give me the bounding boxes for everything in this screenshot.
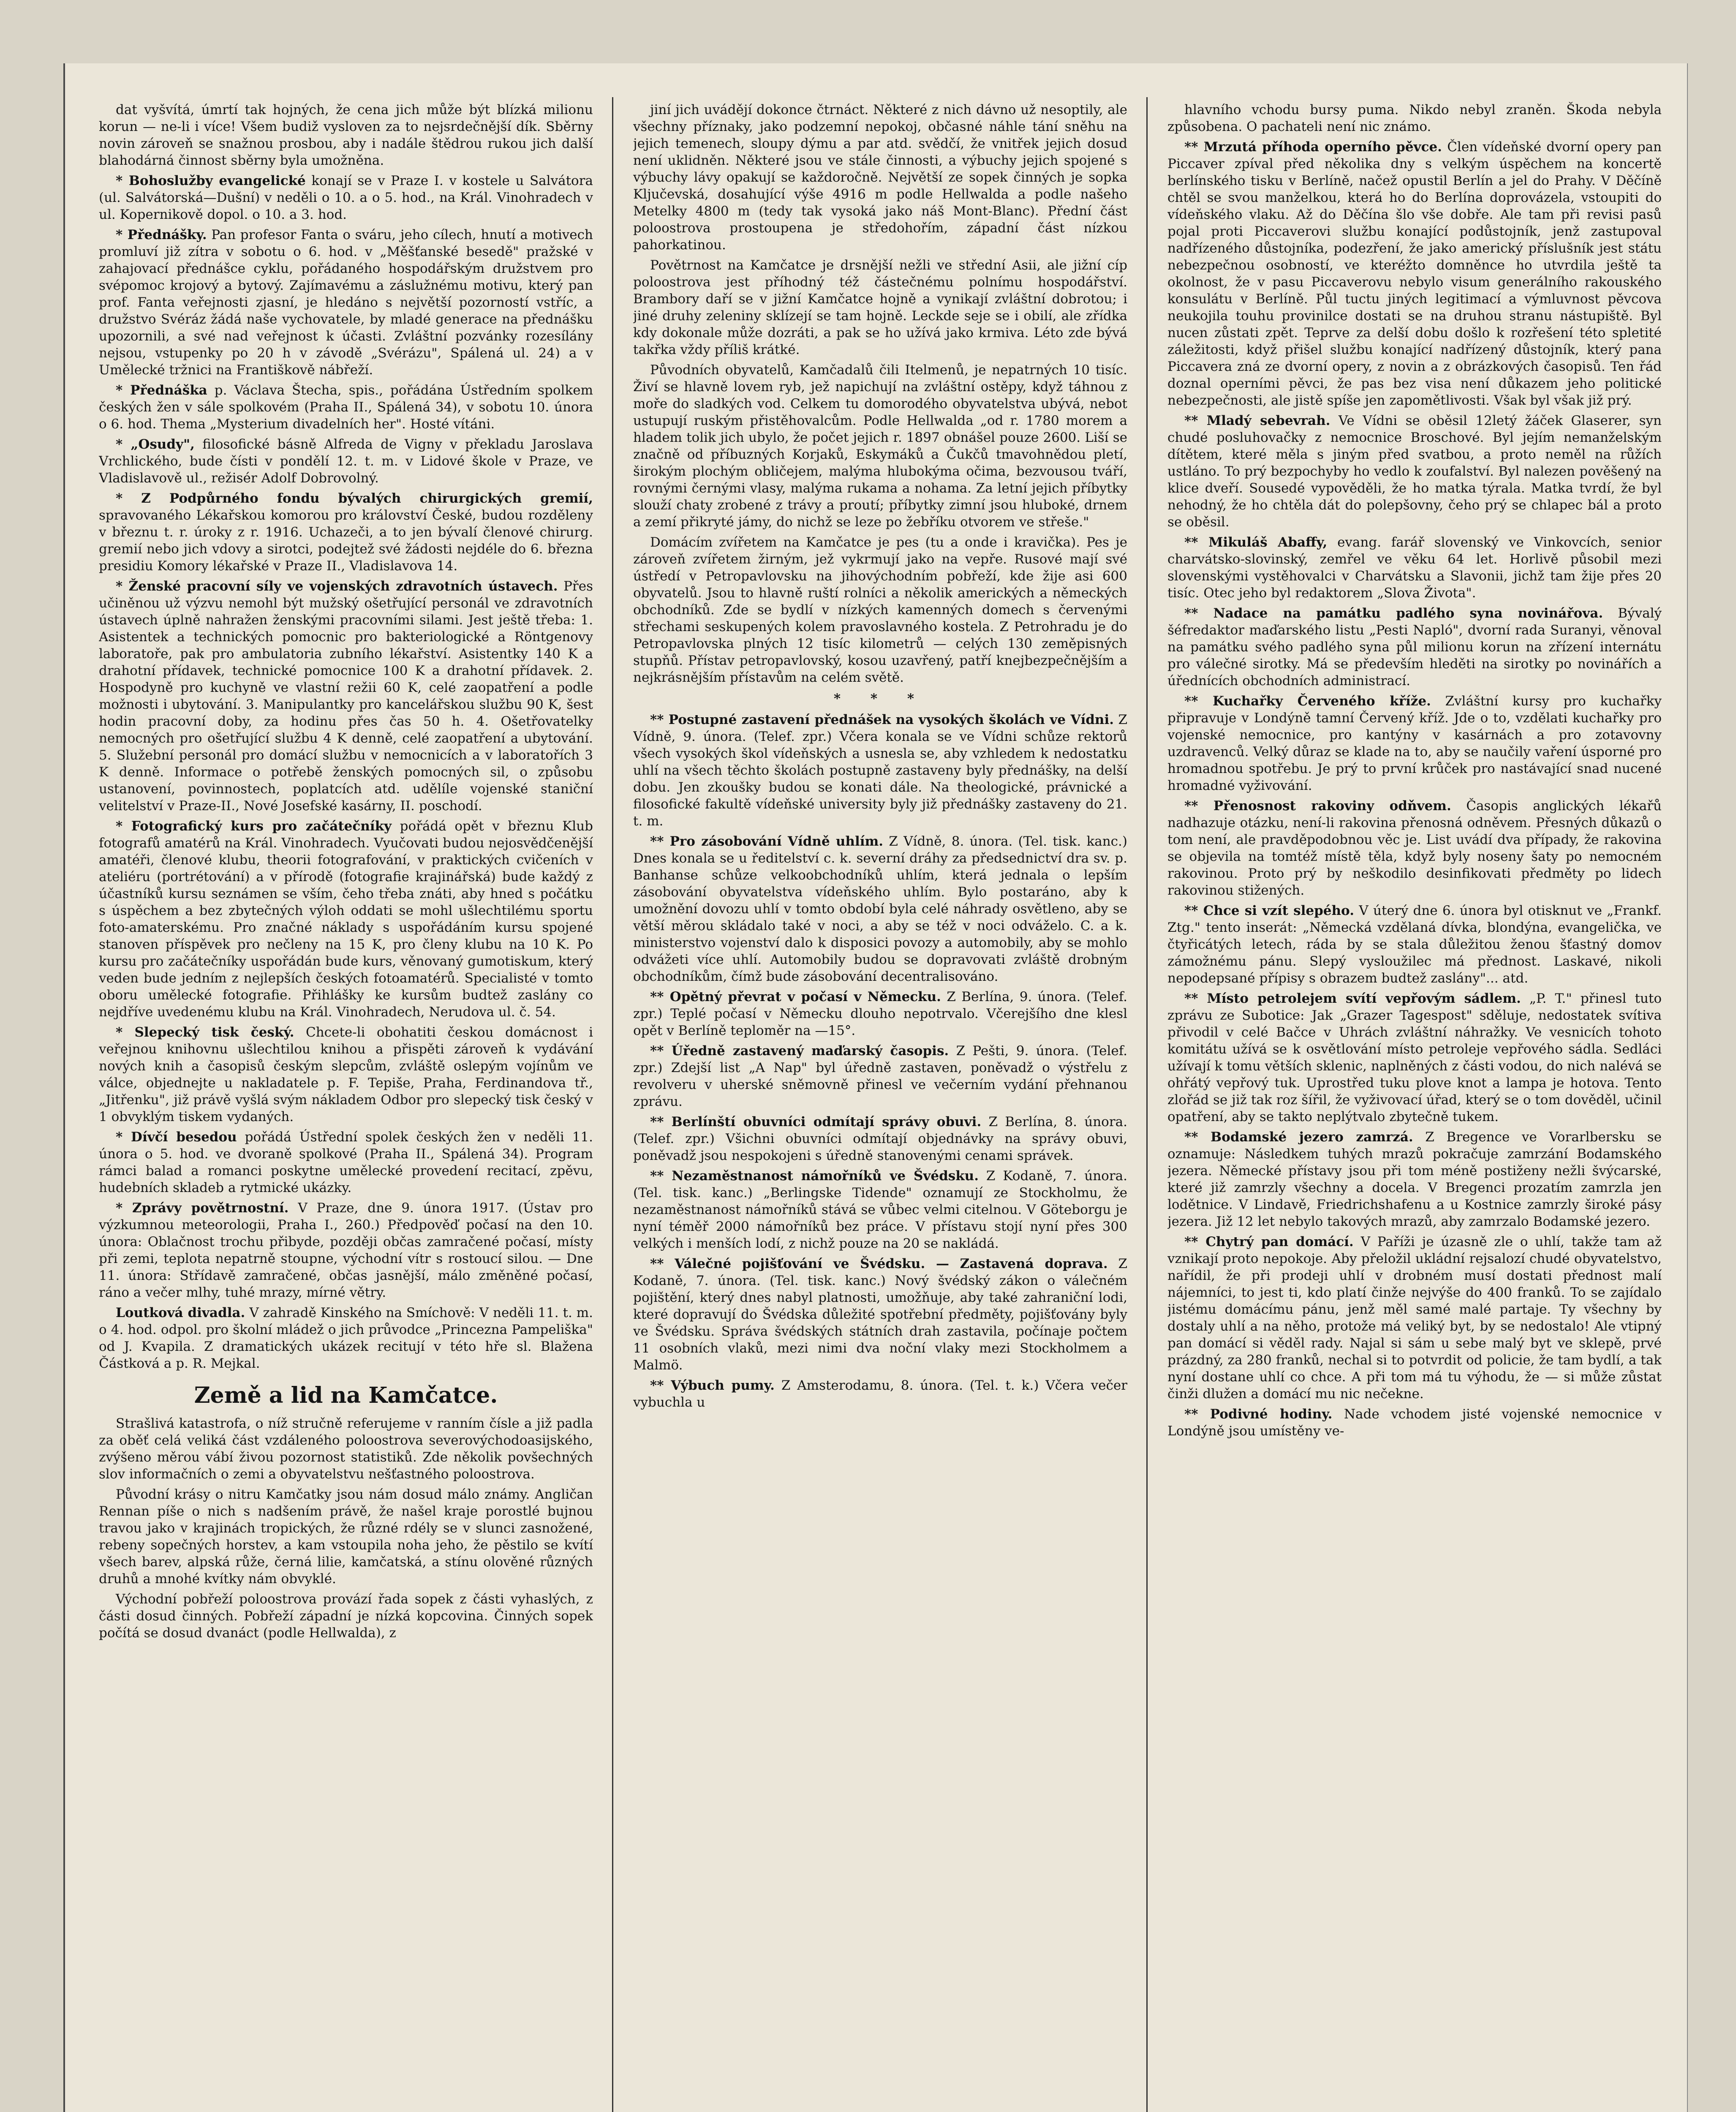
item-body: Z Pešti, 9. února. (Telef. zpr.) Zdejší list „A Nap" byl úředně zastaven, poněvadž o výstřelu z revolveru v uherské sněmovně přinesl ve večerním vydání přehnanou zprávu. — [633, 1043, 1127, 1109]
news-item — [633, 711, 1127, 830]
section-separator: * * * — [833, 691, 927, 706]
item-headline: ** Mikuláš Abaffy, — [1184, 535, 1328, 550]
item-headline: ** Úředně zastavený maďarský časopis. — [650, 1043, 949, 1059]
item-body: „P. T." přinesl tuto zprávu ze Subotice: Jak „Grazer Tagespost" sděluje, nedostatek svítiva přivodil v celé Bačce v Uhrách zvláštní náhražky. Ve vesnicích tohoto komitátu užívá se k osvětlování místo petroleje vepřového sádla. Sedláci užívají k tomu větších sklenic, naplněných z části vodou, do nich nalévá se ohřátý vepřový tuk. Uprostřed tuku plove knot a lampa je hotova. Tento zlořád se již tak roz šířil, že vyživovací úřad, který se o tom dověděl, učinil opatření, aby se takto neplýtvalo zbytečně tukem. — [1167, 991, 1662, 1124]
item-headline: ** Chytrý pan domácí. — [1184, 1234, 1354, 1249]
item-body: pořádá opět v březnu Klub fotografů amatérů na Král. Vinohradech. Vyučovati budou nejosvědčenější amatéři, členové klubu, theorii fotografování, v praktických cvičeních v ateliéru (portrétování) a v přírodě (fotografie krajinářská) bude každý z účastníků kursu seznámen se vším, čeho třeba znáti, aby hned s počátku s úspěchem a bez zbytečných výloh oddati se mohl ušlechtilému sportu foto-amaterskému. Pro značné náklady s uspořádáním kursu spojené stanoven příspěvek pro nečleny na 15 K, pro členy klubu na 10 K. Po kursu pro začátečníky uspořádán bude kurs, věnovaný gumotiskum, který veden bude jedním z nejlepších českých fotoamatérů. Specialisté v tomto oboru umělecké fotografie. Přihlášky ke kursům budtež zaslány co nejdříve uvedenému klubu na Král. Vinohradech, Nerudova ul. č. 54. — [99, 819, 593, 1020]
item-body: Chcete-li obohatiti českou domácnost i veřejnou knihovnu ušlechtilou knihou a přispěti zároveň k vydávání nových knih a časopisů českým slepcům, zvláště oslepým vojínům ve válce, objednejte u nakladatele p. F. Tepiše, Praha, Ferdinandova tř., „Jitřenku", již právě vyšlá svým nákladem Odbor pro slepecký tisk český v 1 obvyklým tiskem vydaných. — [99, 1025, 593, 1124]
news-item — [99, 1200, 593, 1301]
paragraph: jiní jich uvádějí dokonce čtrnáct. Některé z nich dávno už nesoptily, ale všechny příznaky, jako podzemní nepokoj, občasné náhle tání sněhu na jejich temenech, sloupy dýmu a par atd. svědčí, že vnitřek jejich dosud není uklidněn. Některé jsou ve stále činnosti, a výbuchy jejich spojené s výbuchy lávy opakují se každoročně. Největší ze sopek činných je sopka Ključevská, dosahující výše 4916 m podle Hellwalda a podle našeho Metelky 4800 m (tedy tak vysoká jako náš Mont-Blanc). Přední část poloostrova prostoupena je středohořím, západní část nízkou pahorkatinou. — [633, 102, 1127, 253]
news-item — [1167, 412, 1662, 531]
item-headline: * Fotografický kurs pro začátečníky — [116, 819, 392, 834]
news-item — [633, 833, 1127, 985]
item-headline: Loutková divadla. — [116, 1305, 245, 1320]
news-item — [633, 1113, 1127, 1164]
news-item — [1167, 605, 1662, 689]
item-body: V úterý dne 6. února byl otisknut ve „Frankf. Ztg." tento inserát: „Německá vzdělaná dívka, blondýna, evangelička, ve čtyřicátých letech, ráda by se stala důležitou ženou šťastný domov zámožnému pánu. Slepý vysloužilec má přednost. Laskavé, nikoli nepodepsané přípisy s obrazem budtež zaslány"... atd. — [1167, 903, 1662, 986]
item-headline: ** Chce si vzít slepého. — [1184, 903, 1354, 918]
news-item — [1167, 693, 1662, 794]
item-headline: ** Místo petrolejem svítí vepřovým sádlem. — [1184, 991, 1521, 1006]
column-rule — [612, 97, 613, 2112]
item-body: Přes učiněnou už výzvu nemohl být mužský ošetřující personál ve zdravotních ústavech úplně nahražen ženskými pracovními silami. Jest ještě třeba: 1. Asistentek a technických pomocnic pro bakteriologické a Röntgenovy laboratoře, pak pro ambulatoria zubního lékařství. Asistentky 140 K a drahotní přídavek, technické pomocnice 100 K a drahotní přídavek. 2. Hospodyně pro kuchyně ve vlastní režii 60 K, celé zaopatření a podle možnosti i ubytování. 3. Manipulantky pro kancelářskou službu 90 K, šest hodin pracovní doby, za hodinu přes čas 50 h. 4. Ošetřovatelky nemocných pro ošetřující službu 4 K denně, celé zaopatření a ubytování. 5. Služební personál pro domácí službu v nemocnicích a v laboratořích 3 K denně. Informace o potřebě ženských pomocných sil, o způsobu ustanovení, povinnostech, poplatcích atd. udělíle vojenské staniční velitelství v Praze-II., Nové Josefské kasárny, II. poschodí. — [99, 579, 593, 814]
paragraph: Původní krásy o nitru Kamčatky jsou nám dosud málo známy. Angličan Rennan píše o nich s nadšením právě, že našel kraje porostlé bujnou travou jako v krajinách tropických, že různé rdély se v slunci zasnožené, rebeny sopečných horstev, a kam vstoupila noha jeho, že pěstilo se kvítí všech barev, alpská růže, černá lilie, kamčatská, a stínu olověné různých druhů a mnohé kvítky nám obvyklé. — [99, 1487, 593, 1587]
item-headline: * Přednáška — [116, 383, 207, 398]
item-headline: * Přednášky. — [116, 227, 207, 242]
news-item — [99, 578, 593, 814]
paragraph: dat vyšvítá, úmrtí tak hojných, že cena jich může být blízká milionu korun — ne-li i více! Všem budiž vysloven za to nejsrdečnější dík. Sběrny novin zároveň se snažnou prosbou, aby i nadále štědrou rukou jich další blahodárná činnost sběrny byla umožněna. — [99, 102, 593, 168]
column-2 — [633, 101, 1127, 2112]
item-body: Z Kodaně, 7. února. (Tel. tisk. kanc.) Nový švédský zákon o válečném pojištění, který dnes nabyl platnosti, umožňuje, aby také zahraniční lodi, které dopravují do Švédska důležité spotřební předměty, pojišťovány byly ve Švédsku. Správa švédských státních drah zastavila, počínaje počtem 11 osobních vlaků, mezi nimi dva noční vlaky mezi Stockholmem a Malmö. — [633, 1256, 1127, 1373]
item-body: Pan profesor Fanta o sváru, jeho cílech, hnutí a motivech promluví již zítra v sobotu o 6. hod. v „Měšťanské besedě" pražské v zahajovací přednášce cyklu, pořádaného hospodářským družstvem pro svépomoc krojový a bytový. Zajímavému a záslužnému motivu, který pan prof. Fanta veřejnosti zjasní, je hledáno s největší pozorností vstříc, a družstvo Svéráz žádá naše vychovatele, by mladé generace na přednášku upozornili, a své nad veřejnost k účasti. Zvláštní pozvánky rozesílány nejsou, vstupenky po 20 h v závodě „Svérázu", Spálená ul. 24) a v Umělecké tržnici na Františkově nábřeží. — [99, 227, 593, 378]
item-headline: ** Nadace na památku padlého syna novinářova. — [1184, 606, 1603, 621]
item-body: Člen vídeňské dvorní opery pan Piccaver zpíval před několika dny s velkým úspěchem na koncertě berlínského tisku v Berlíně, načež opustil Berlín a jel do Prahy. V Děčíně chtěl se svou manželkou, která ho do Berlína doprovázela, vstoupiti do vídeňského vlaku. Až do Děčína šlo vše dobře. Ale tam při revisi pasů pojal proti Piccaverovi službu konající podůstojník, jenž zastupoval nadřízeného důstojníka, podezření, že jako americký příslušník jest státu nebezpečnou osobností, ve kteréžto domněnce ho utvrdila ještě ta okolnost, že v pasu Piccaverovu nebylo visum generálního rakouského konsulátu v Berlíně. Půl tuctu jiných legitimací a výmluvnost pěvcova neukojila touhu provinilce dostati se na druhou stranu nástupiště. Byl nucen zůstati zpět. Teprve za delší dobu došlo k rozřešení této spletité záležitosti, když přišel službu konající nadřízený důstojník, který pana Piccavera zná ze dvorní opery, z novin a z obrázkových časopisů. Ten řád doznal operními pěvci, že pas bez visa není důkazem jeho politické nebezpečnosti, ale jistě spíše jen zapomětlivosti. Však byl však již prý. — [1167, 139, 1662, 408]
news-item — [99, 172, 593, 223]
item-headline: * Z Podpůrného fondu bývalých chirurgických gremií, — [116, 491, 593, 506]
item-body: Ve Vídni se oběsil 12letý žáček Glaserer, syn chudé posluhovačky z nemocnice Broschové. Byl jejím nemanželským dítětem, které měla s jiným před svatbou, a proto neměl na růžích ustláno. To prý bezpochyby ho vedlo k zoufalství. Byl nalezen pověšený na klice dveří. Sousedé vypověděli, že ho matka týrala. Matka tvrdí, že byl nehodný, že ho chtěla dát do polepšovny, čeho prý se chlapec bál a proto se oběsil. — [1167, 413, 1662, 530]
item-headline: ** Přenosnost rakoviny odňvem. — [1184, 798, 1451, 814]
item-headline: ** Opětný převrat v počasí v Německu. — [650, 989, 941, 1004]
news-item — [99, 1304, 593, 1372]
news-item — [99, 382, 593, 433]
news-item — [99, 436, 593, 487]
item-headline: ** Nezaměstnanost námořníků ve Švédsku. — [650, 1168, 979, 1184]
news-item — [99, 1129, 593, 1196]
column-3 — [1167, 101, 1662, 2112]
item-headline: ** Pro zásobování Vídně uhlím. — [650, 834, 884, 849]
item-body: Bývalý šéfredaktor maďarského listu „Pesti Napló", dvorní rada Suranyi, věnoval na památku svého padlého syna půl milionu korun na zřízení internátu pro válečné sirotky. Má se především hleděti na sirotky po novinářích a úřednících obchodních administrací. — [1167, 606, 1662, 689]
item-headline: ** Válečné pojišťování ve Švédsku. — Zastavená doprava. — [650, 1256, 1108, 1271]
column-1 — [99, 101, 593, 2112]
item-body: filosofické básně Alfreda de Vigny v překladu Jaroslava Vrchlického, bude čísti v pondělí 12. t. m. v Lidové škole v Praze, ve Vladislavově ul., režisér Adolf Dobrovolný. — [99, 437, 593, 486]
item-body: Z Amsterodamu, 8. února. (Tel. t. k.) Včera večer vybuchla u — [633, 1378, 1127, 1410]
item-headline: * „Osudy", — [116, 437, 195, 452]
news-item — [1167, 797, 1662, 899]
news-item — [633, 988, 1127, 1039]
item-body: Časopis anglických lékařů nadhazuje otázku, není-li rakovina přenosná odněvem. Přesných důkazů o tom není, ale pravděpodobnou věc je. List uvádí dva případy, že rakovina se objevila na tomtéž místě těla, když byly noseny šaty po nemocném rakovinou. Proto prý by neškodilo desinfikovati předměty po lidech rakovinou stižených. — [1167, 798, 1662, 898]
item-headline: ** Mrzutá příhoda operního pěvce. — [1184, 139, 1442, 155]
news-item — [633, 1042, 1127, 1110]
article-heading: Země a lid na Kamčatce. — [194, 1383, 498, 1408]
item-body: Z Vídně, 9. února. (Telef. zpr.) Včera konala se ve Vídni schůze rektorů všech vysokých škol vídeňských a usnesla se, aby vzhledem k nedostatku uhlí na všech těchto školách postupně zastaveny byly přednášky, na delší dobu. Jen zkoušky budou se konati dále. Na theologické, právnické a filosofické fakultě vídeňské university byly již přednášky zastaveny do 21. t. m. — [633, 712, 1127, 829]
item-headline: ** Postupné zastavení přednášek na vysokých školách ve Vídni. — [650, 712, 1114, 727]
item-body: p. Václava Štecha, spis., pořádána Ústředním spolkem českých žen v sále spolkovém (Praha II., Spálená 34), v sobotu 10. února o 6. hod. Thema „Mysterium divadelních her". Hosté vítáni. — [99, 383, 593, 432]
paragraph: Domácím zvířetem na Kamčatce je pes (tu a onde i kravička). Pes je zároveň zvířetem žirným, jež vykrmují jako na vepře. Rusové mají své ústředí v Petropavlovsku na jihovýchodním pobřeží, kde žije asi 600 obyvatelů. Jsou to hlavně ruští rolníci a několik amerických a německých obchodníků. Zde se bydlí v nízkých kamenných domech s červenými střechami seskupených kolem pravoslavného kostela. Z Petrohradu je do Petropavlovska plných 12 tisíc kilometrů — celých 130 zeměpisných stupňů. Přístav petropavlovský, kosou uzavřený, patří knejbezpečnějším a nejkrásnějším přístavům na celém světě. — [633, 535, 1127, 685]
news-item — [633, 1377, 1127, 1411]
item-headline: * Ženské pracovní síly ve vojenských zdravotních ústavech. — [116, 579, 558, 594]
paragraph: Původních obyvatelů, Kamčadalů čili Itelmenů, je nepatrných 10 tisíc. Živí se hlavně lovem ryb, jež napichují na zvláštní ostěpy, když táhnou z moře do sladkých vod. Celkem tu domorodého obyvatelstva ubývá, nebot ustupují ruským přistěhovalcům. Podle Hellwalda „od r. 1780 morem a hladem tolik jich ubylo, že počet jejich r. 1897 obnášel pouze 2600. Liší se značně od příbuzných Korjaků, Eskymáků a Čukčů tmavohnědou pletí, širokým plochým obličejem, malýma hlubokýma očima, bezvousou tváří, rovnými černými vlasy, malýma rukama a nohama. Za letní jejich příbytky slouží chaty zrobené z trávy a proutí; příbytky zimní jsou hluboké, drnem a zemí přikryté jámy, do nichž se leze po žebříku otvorem ve střeše." — [633, 362, 1127, 530]
news-item — [633, 1255, 1127, 1374]
news-item — [99, 1024, 593, 1125]
news-item — [1167, 902, 1662, 987]
paragraph: Východní pobřeží poloostrova provází řada sopek z části vyhaslých, z části dosud činných. Pobřeží západní je nízká kopcovina. Činných sopek počítá se dosud dvanáct (podle Hellwalda), z — [99, 1592, 593, 1641]
item-body: Z Berlína, 8. února. (Telef. zpr.) Všichni obuvníci odmítají objednávky na správy obuvi, poněvadž jsou nespokojeni s úředně stanovenými cenami správek. — [633, 1114, 1127, 1163]
item-body: spravovaného Lékařskou komorou pro království České, budou rozděleny v březnu t. r. úroky z r. 1916. Uchazeči, a to jen bývalí členové chirurg. gremií nebo jich vdovy a sirotci, podejtež své žádosti nejdéle do 6. března presidiu Komory lékařské v Praze II., Vladislavova 14. — [99, 508, 593, 574]
item-headline: * Slepecký tisk český. — [116, 1025, 294, 1040]
news-item — [1167, 139, 1662, 409]
item-body: Nade vchodem jisté vojenské nemocnice v Londýně jsou umístěny ve- — [1167, 1407, 1662, 1439]
item-headline: ** Mladý sebevrah. — [1184, 413, 1331, 428]
item-body: konají se v Praze I. v kostele u Salvátora (ul. Salvátorská—Dušní) v neděli o 10. a o 5. hod., na Král. Vinohradech v ul. Kopernikově dopol. o 10. a 3. hod. — [99, 173, 593, 222]
item-body: Z Bregence ve Vorarlbersku se oznamuje: Následkem tuhých mrazů pokračuje zamrzání Bodamského jezera. Německé přístavy jsou při tom méně postiženy nežli švýcarské, které již zamrzly všechny a docela. V Bregenci prozatím zamrzla jen lodětnice. V Lindavě, Friedrichshafenu a u Kostnice zamrzly široké pásy jezera. Již 12 let nebylo takových mrazů, aby zamrzalo Bodamské jezero. — [1167, 1129, 1662, 1229]
item-body: Z Berlína, 9. února. (Telef. zpr.) Teplé počasí v Německu dlouho nepotrvalo. Včerejšího dne klesl opět v Berlíně teploměr na —15°. — [633, 989, 1127, 1038]
item-body: pořádá Ústřední spolek českých žen v neděli 11. února o 5. hod. ve dvoraně spolkové (Praha II., Spálená 34). Program rámci balad a romanci poskytne umělecké provedení recitací, zpěvu, hudebních skladeb a rytmické ukázky. — [99, 1129, 593, 1195]
item-body: Z Vídně, 8. února. (Tel. tisk. kanc.) Dnes konala se u ředitelství c. k. severní dráhy za předsednictví dra sv. p. Banhanse schůze velkoobchodníků uhlím, která jednala o lepším zásobování obyvatelstva vídeňského uhlím. Bylo postaráno, aby k umožnění dovozu uhlí v tomto období byla celé náhrady osvětleno, aby se větší měrou skládalo také v noci, a aby se též v noci odváželo. C. a k. ministerstvo vojenství dalo k disposici povozy a automobily, aby se mohlo odvážeti více uhlí. Automobily budou se dopravovati zvláště drobným obchodníkům, čímž bude zásobování decentralisováno. — [633, 834, 1127, 984]
column-rule — [1146, 97, 1148, 2112]
news-item — [99, 818, 593, 1021]
item-body: evang. farář slovenský ve Vinkovcích, senior charvátsko-slovinský, zemřel ve věku 64 let. Horlivě působil mezi slovenskými vystěhovalci v Charvátsku a Slavonii, jichž tam žije přes 20 tisíc. Otec jeho byl redaktorem „Slova Života". — [1167, 535, 1662, 601]
item-headline: * Dívčí besedou — [116, 1129, 237, 1145]
item-body: V Praze, dne 9. února 1917. (Ústav pro výzkumnou meteorologii, Praha I., 260.) Předpověď počasí na den 10. února: Oblačnost trochu přibyde, později občas zamračené počasí, místy při zemi, teplota nepatrně stoupne, východní vítr s rostoucí silou. — Dne 11. února: Střídavě zamračené, občas jasnější, málo změněné počasí, ráno a večer mlhy, tuhé mrazy, mírné větry. — [99, 1200, 593, 1300]
news-item — [1167, 534, 1662, 601]
news-item — [1167, 990, 1662, 1125]
item-body: V zahradě Kinského na Smíchově: V neděli 11. t. m. o 4. hod. odpol. pro školní mládež o jich průvodce „Princezna Pampeliška" od J. Kvapila. Z dramatických ukázek recitují v této hře sl. Blažena Částková a p. R. Mejkal. — [99, 1305, 593, 1371]
item-headline: * Bohoslužby evangelické — [116, 173, 306, 188]
news-item — [633, 1168, 1127, 1252]
item-body: Z Kodaně, 7. února. (Tel. tisk. kanc.) „Berlingske Tidende" oznamují ze Stockholmu, že nezaměstnanost námořníků stává se vůbec velmi citelnou. V Göteborgu je nyní téměř 2000 námořníků bez práce. V přístavu stojí nyní přes 300 velkých i menších lodí, z nichž pouze na 20 se nakládá. — [633, 1168, 1127, 1251]
news-item — [99, 490, 593, 574]
paragraph: hlavního vchodu bursy puma. Nikdo nebyl zraněn. Škoda nebyla způsobena. O pachateli není nic známo. — [1167, 102, 1662, 134]
item-headline: ** Výbuch pumy. — [650, 1378, 775, 1393]
item-headline: * Zprávy povětrnostní. — [116, 1200, 289, 1216]
item-body: Zvláštní kursy pro kuchařky připravuje v Londýně tamní Červený kříž. Jde o to, vzdělati kuchařky pro vojenské nemocnice, pro kantýny v kasárnách a pro zotavovny uzdravenců. Velký důraz se klade na to, aby se naučily vaření úsporné pro hromadnou spotřebu. Je prý to první krůček pro nastávající snad nucené hromadné vyživování. — [1167, 694, 1662, 793]
news-item — [1167, 1129, 1662, 1230]
news-item — [99, 226, 593, 378]
item-headline: ** Bodamské jezero zamrzá. — [1184, 1129, 1413, 1145]
paragraph: Povětrnost na Kamčatce je drsnější nežli ve střední Asii, ale jižní cíp poloostrova jest příhodný též částečnému polnímu hospodářství. Brambory daří se v jižní Kamčatce hojně a vynikají zvláštní dobrotou; i jiné druhy zeleniny sklízejí se tam hojně. Leckde seje se i obilí, ale zřídka kdy dokonale může dozráti, a pak se ho užívá jako krmiva. Léto zde bývá takřka vždy příliš krátké. — [633, 258, 1127, 357]
newspaper-page — [63, 63, 1688, 2112]
paragraph: Strašlivá katastrofa, o níž stručně referujeme v ranním čísle a již padla za oběť celá veliká část vzdáleného poloostrova severovýchodoasijského, zvýšeno měrou vábí živou pozornost statistiků. Zde několik povšechných slov informačních o zemi a obyvatelstvu nešťastného poloostrova. — [99, 1416, 593, 1482]
news-item — [1167, 1406, 1662, 1440]
news-item — [1167, 1233, 1662, 1402]
item-body: V Paříži je úzasně zle o uhlí, takže tam až vznikají proto nepokoje. Aby přeložil ukládní rejsalozí chudé obyvatelstvo, nařídil, že při prodeji uhlí v drobném musí dostati přednost malí nájemníci, to jest ti, kdo platí činže nejvýše do 400 franků. To se zajídalo jistému domácímu pánu, jenž měl samé malé partaje. Ty všechny by dostaly uhlí a na něho, protože má veliký byt, by se nedostalo! Ale vtipný pan domácí si věděl rady. Najal si sám u sebe malý byt ve sklepě, prvé prázdný, za 280 franků, nechal si to potvrdit od policie, že tam bydlí, a tak nyní dostane uhlí co chce. A při tom má tu výhodu, že — si může zůstat činži dlužen a domácí mu nic nečekne. — [1167, 1234, 1662, 1402]
item-headline: ** Podivné hodiny. — [1184, 1407, 1333, 1422]
item-headline: ** Berlínští obuvníci odmítají správy obuvi. — [650, 1114, 982, 1129]
item-headline: ** Kuchařky Červeného kříže. — [1184, 694, 1431, 709]
